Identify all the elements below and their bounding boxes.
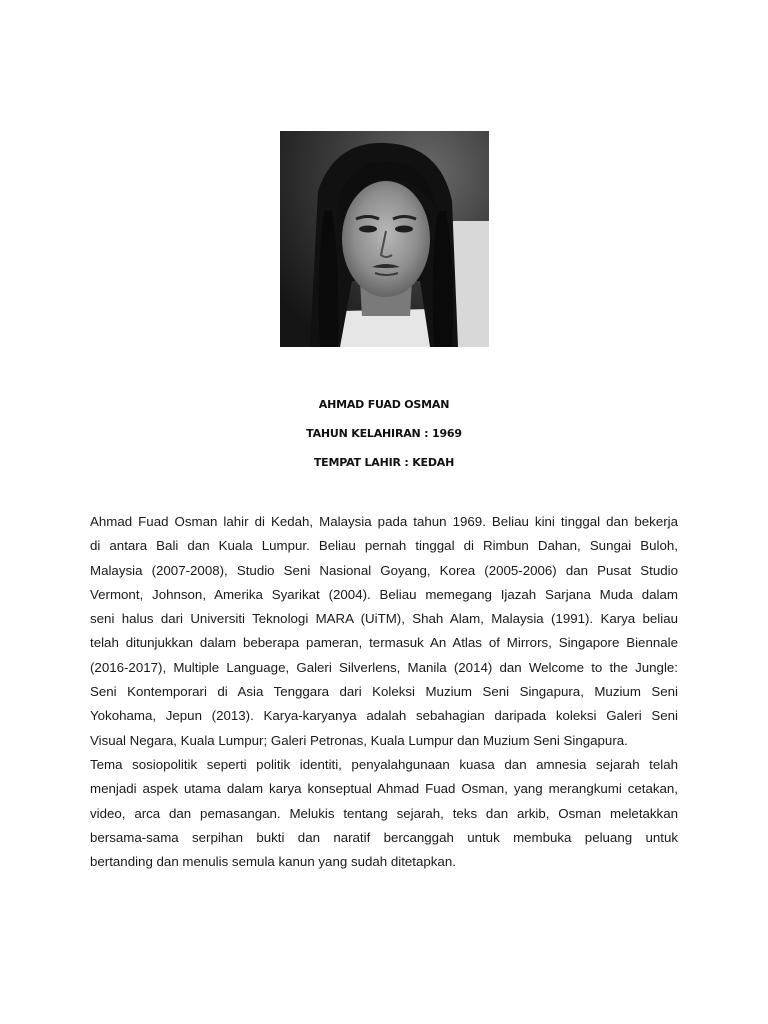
bio-line: di antara Bali dan Kuala Lumpur. Beliau pernah tinggal di Rimbun Dahan, Sungai Buloh, <box>90 538 678 554</box>
bio-line: Malaysia (2007-2008), Studio Seni Nasional Goyang, Korea (2005-2006) dan Pusat Studio <box>90 562 678 578</box>
bio-line: bertanding dan menulis semula kanun yang sudah ditetapkan. <box>90 854 456 870</box>
bio-line: Vermont, Johnson, Amerika Syarikat (2004). Beliau memegang Ijazah Sarjana Muda dalam <box>90 586 678 602</box>
bio-line: menjadi aspek utama dalam karya konseptual Ahmad Fuad Osman, yang merangkumi cetakan, <box>90 781 678 797</box>
bio-line: Visual Negara, Kuala Lumpur; Galeri Petronas, Kuala Lumpur dan Muzium Seni Singapura. <box>90 732 628 748</box>
bio-line: Yokohama, Jepun (2013). Karya-karyanya adalah sebahagian daripada koleksi Galeri Seni <box>90 708 678 724</box>
artist-name: AHMAD FUAD OSMAN <box>318 398 450 411</box>
bio-line: Seni Kontemporari di Asia Tenggara dari Koleksi Muzium Seni Singapura, Muzium Seni <box>90 684 678 700</box>
portrait-photo <box>280 131 489 347</box>
bio-line: seni halus dari Universiti Teknologi MARA (UiTM), Shah Alam, Malaysia (1991). Karya beliau <box>90 611 678 627</box>
bio-line: Ahmad Fuad Osman lahir di Kedah, Malaysia pada tahun 1969. Beliau kini tinggal dan bekerja <box>90 514 678 529</box>
biography-paragraph <box>90 510 678 874</box>
birth-place: TEMPAT LAHIR : KEDAH <box>313 456 455 469</box>
bio-line: video, arca dan pemasangan. Melukis tentang sejarah, teks dan arkib, Osman meletakkan <box>90 805 678 821</box>
birth-year: TAHUN KELAHIRAN : 1969 <box>306 427 462 440</box>
bio-line: telah ditunjukkan dalam beberapa pameran, termasuk An Atlas of Mirrors, Singapore Biennale <box>90 635 678 651</box>
bio-line: bersama-sama serpihan bukti dan naratif bercanggah untuk membuka peluang untuk <box>90 829 678 845</box>
bio-line: (2016-2017), Multiple Language, Galeri Silverlens, Manila (2014) dan Welcome to the Jungle: <box>90 659 678 675</box>
bio-line: Tema sosiopolitik seperti politik identiti, penyalahgunaan kuasa dan amnesia sejarah telah <box>90 756 678 772</box>
